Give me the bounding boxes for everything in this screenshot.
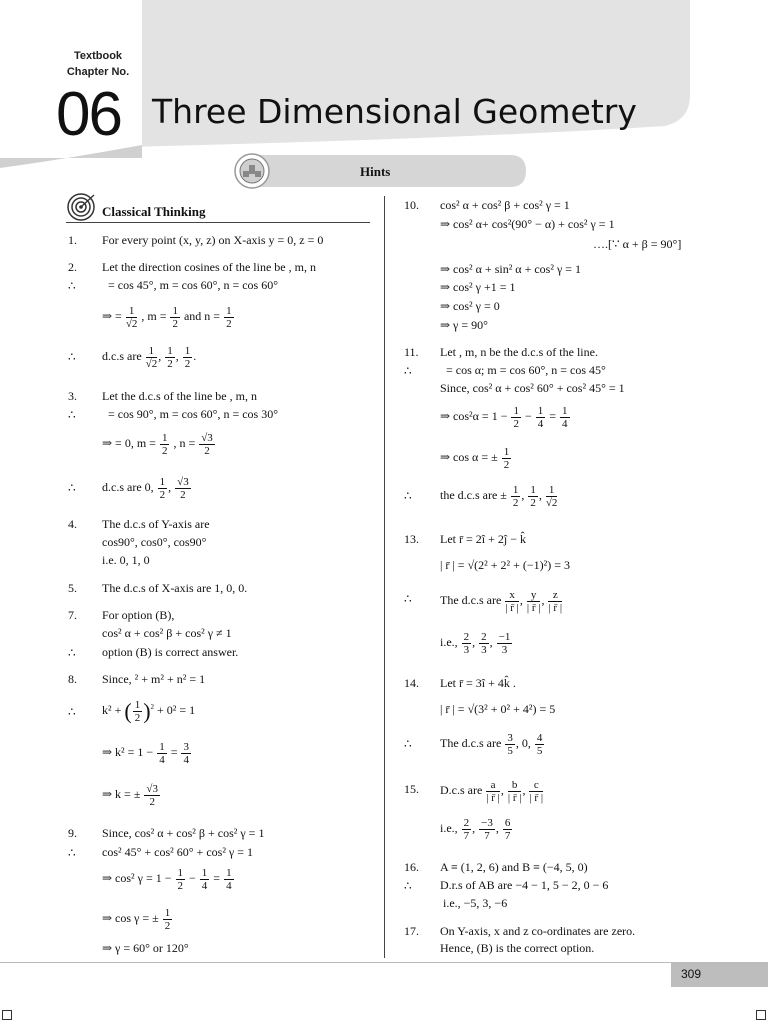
q8-text: ⇒ k = ± [102, 787, 141, 801]
q17-number: 17. [404, 924, 419, 938]
numerator: −1 [498, 630, 511, 643]
q17-line1: On Y-axis, x and z co-ordinates are zero. [440, 924, 636, 938]
fraction [505, 732, 515, 757]
q16-line1: A ≡ (1, 2, 6) and B ≡ (−4, 5, 0) [440, 860, 588, 874]
q9-line1: Since, cos² α + cos² β + cos² γ = 1 [102, 826, 265, 840]
q3-text: d.c.s are 0, [102, 480, 154, 494]
q13-line3: The d.c.s are $\frac{x}{| r̄ |}$ , $\frac{y}{| r̄ |}$ , $\frac{z}{| r̄ |}$ [440, 588, 563, 614]
fraction [462, 631, 472, 656]
q8-line4 [102, 776, 161, 812]
q3-line3 [102, 425, 216, 461]
q7-line1: For option (B), [102, 608, 175, 622]
section-heading: Classical Thinking [102, 204, 206, 219]
numerator: 1 [146, 345, 158, 358]
denominator: | r̄ | [507, 791, 522, 804]
q15-text: i.e., [440, 821, 458, 835]
q11-line2: = cos α; m = cos 60°, n = cos 45° [446, 363, 606, 377]
denominator: 2 [513, 417, 519, 430]
chapter-title: Three Dimensional Geometry [152, 92, 637, 131]
denominator: √2 [545, 496, 558, 509]
fraction [479, 631, 489, 656]
q10-line2: ⇒ cos² α+ cos²(90° − α) + cos² γ = 1 [440, 217, 615, 231]
fraction [503, 817, 513, 842]
denominator: 4 [201, 879, 208, 892]
q10-line6: ⇒ cos² γ = 0 [440, 299, 500, 313]
textbook-label: Textbook [73, 50, 123, 62]
denominator: | r̄ | [529, 791, 544, 804]
fraction [181, 741, 191, 766]
numerator: 3 [183, 740, 189, 753]
q8-text: = [170, 745, 178, 759]
numerator: z [548, 589, 562, 602]
q2-line3 [102, 298, 235, 334]
denominator: 4 [159, 753, 165, 766]
therefore-symbol: ∴ [404, 879, 412, 893]
q11-line1: Let , m, n be the d.c.s of the line. [440, 345, 598, 359]
fraction [502, 446, 512, 471]
q10-line4: ⇒ cos² α + sin² α + cos² γ = 1 [440, 262, 582, 276]
q11-line6: the d.c.s are ± $\frac{1}{2}$ , $\frac{1}{2}$ , $\frac{1}{√2}$ [440, 483, 558, 509]
q16-line2: D.r.s of AB are −4 − 1, 5 − 2, 0 − 6 [440, 878, 609, 892]
numerator: 3 [507, 731, 513, 744]
q3-line1: Let the d.c.s of the line be , m, n [102, 389, 257, 403]
q13-number: 13. [404, 532, 419, 546]
denominator: 4 [226, 879, 232, 892]
fraction [529, 779, 543, 804]
q1-line: For every point (x, y, z) on X-axis y = 0, z = 0 [102, 233, 324, 247]
fraction [133, 699, 143, 724]
q14-line3 [440, 725, 545, 761]
q7-line2: cos² α + cos² β + cos² γ ≠ 1 [102, 626, 232, 640]
q3-line2: = cos 90°, m = cos 60°, n = cos 30° [108, 407, 279, 421]
denominator: 2 [204, 444, 210, 457]
denominator: 4 [562, 417, 568, 430]
q7-line3: option (B) is correct answer. [102, 645, 239, 659]
numerator: 1 [512, 483, 519, 496]
fraction [548, 589, 562, 614]
denominator: | r̄ | [548, 601, 563, 614]
fraction [479, 817, 495, 842]
numerator: 1 [226, 304, 232, 317]
denominator: 4 [183, 753, 189, 766]
column-divider [384, 196, 385, 958]
q3-text: ⇒ = 0, m = [102, 436, 156, 450]
numerator: 1 [513, 404, 519, 417]
numerator: 2 [463, 816, 470, 829]
q4-number: 4. [68, 517, 77, 531]
q11-number: 11. [404, 345, 419, 359]
q9-line3 [102, 860, 235, 896]
q15-number: 15. [404, 782, 419, 796]
q4-line2: cos90°, cos0°, cos90° [102, 535, 207, 549]
fraction [511, 405, 521, 430]
denominator: | r̄ | [486, 791, 500, 804]
q16-line3: i.e., −5, 3, −6 [443, 896, 508, 910]
q8-number: 8. [68, 672, 77, 686]
fraction [497, 631, 513, 656]
q3-text: , n = [173, 436, 196, 450]
q2-text: ⇒ = [102, 309, 122, 323]
numerator: 1 [562, 404, 568, 417]
denominator: 4 [537, 417, 544, 430]
denominator: 5 [536, 744, 543, 757]
q8-line3 [102, 734, 192, 770]
denominator: 7 [463, 829, 470, 842]
denominator: 2 [161, 444, 168, 457]
denominator: 2 [530, 496, 536, 509]
numerator: 1 [159, 475, 166, 488]
q9-text: ⇒ cos² γ = 1 − [102, 871, 172, 885]
fraction [224, 305, 234, 330]
q15-line2: i.e., $\frac{2}{7}$ , $\frac{-3}{7}$ , $\frac{6}{7}$ [440, 816, 511, 842]
fraction [508, 779, 522, 804]
q8-text: k² + [102, 703, 122, 717]
fraction [199, 432, 215, 457]
q9-line2: cos² 45° + cos² 60° + cos² γ = 1 [102, 845, 253, 859]
numerator: 2 [481, 630, 487, 643]
denominator: 2 [134, 711, 141, 724]
numerator: 1 [184, 344, 191, 357]
q2-text: and n = [183, 309, 221, 323]
denominator: √2 [125, 317, 138, 330]
numerator: 6 [504, 816, 511, 829]
q7-number: 7. [68, 608, 77, 622]
denominator: 7 [504, 829, 511, 842]
fraction [183, 345, 193, 370]
numerator: c [529, 779, 543, 792]
section-underline [66, 222, 370, 223]
numerator: 4 [536, 731, 543, 744]
q9-text: = [213, 871, 221, 885]
numerator: 1 [530, 483, 536, 496]
numerator: 1 [159, 740, 165, 753]
therefore-symbol: ∴ [68, 481, 76, 495]
q11-line5 [440, 439, 512, 475]
numerator: 1 [503, 445, 510, 458]
fraction [160, 432, 170, 457]
fraction [126, 305, 138, 330]
q13-line1: Let r̄ = 2î + 2ĵ − k̂ [440, 532, 526, 546]
q5-number: 5. [68, 581, 77, 595]
fraction [536, 405, 546, 430]
denominator: 7 [484, 829, 490, 842]
q16-number: 16. [404, 860, 419, 874]
denominator: 2 [226, 317, 232, 330]
q11-text: = [549, 409, 557, 423]
numerator: b [508, 779, 522, 792]
hints-label: Hints [360, 164, 391, 179]
footer-rule [0, 962, 768, 963]
q4-line1: The d.c.s of Y-axis are [102, 517, 210, 531]
therefore-symbol: ∴ [68, 279, 76, 293]
fraction [527, 589, 541, 614]
q3-line4: d.c.s are 0, $\frac{1}{2}$ , $\frac{√3}{2}$ [102, 475, 189, 501]
therefore-symbol: ∴ [68, 350, 76, 364]
numerator: 1 [201, 866, 208, 879]
page-number: 309 [680, 967, 702, 981]
q9-text: − [189, 871, 196, 885]
q9-line4 [102, 900, 173, 936]
q11-text: − [524, 409, 532, 423]
fraction [146, 345, 158, 370]
q2-number: 2. [68, 260, 77, 274]
q10-line7: ⇒ γ = 90° [440, 318, 488, 332]
q13-line4: i.e., $\frac{2}{3}$ , $\frac{2}{3}$ , $\frac{-1}{3}$ [440, 630, 511, 656]
q1-number: 1. [68, 233, 77, 247]
numerator: 1 [546, 484, 558, 497]
denominator: | r̄ | [505, 601, 519, 614]
therefore-symbol: ∴ [404, 364, 412, 378]
target-icon [66, 192, 96, 222]
crop-mark [2, 1010, 12, 1020]
denominator: 2 [172, 317, 178, 330]
q8-text: + 0² = 1 [157, 703, 196, 717]
denominator: 5 [507, 744, 513, 757]
denominator: 2 [180, 488, 186, 501]
q3-number: 3. [68, 389, 77, 403]
therefore-symbol: ∴ [404, 489, 412, 503]
exponent: 2 [150, 703, 155, 711]
fraction [486, 779, 500, 804]
q10-line5: ⇒ cos² γ +1 = 1 [440, 280, 516, 294]
fraction [165, 345, 175, 370]
numerator: 1 [161, 431, 168, 444]
q11-text: ⇒ cos α = ± [440, 450, 498, 464]
therefore-symbol: ∴ [68, 646, 76, 660]
q13-text: i.e., [440, 635, 458, 649]
numerator: −3 [481, 816, 493, 829]
q2-text: , m = [141, 309, 167, 323]
q11-text: ⇒ cos²α = 1 − [440, 409, 508, 423]
numerator: √3 [201, 431, 213, 444]
q14-number: 14. [404, 676, 419, 690]
chapter-label: Chapter No. [66, 66, 130, 78]
q14-text: The d.c.s are [440, 736, 502, 750]
q13-text: The d.c.s are [440, 593, 502, 607]
q15-text: D.c.s are [440, 783, 483, 797]
numerator: 1 [134, 698, 141, 711]
q2-line1: Let the direction cosines of the line be , m, n [102, 260, 316, 274]
numerator: 1 [172, 304, 178, 317]
fraction [511, 484, 521, 509]
denominator: 3 [501, 643, 508, 656]
fraction [200, 867, 210, 892]
therefore-symbol: ∴ [404, 737, 412, 751]
numerator: 1 [537, 404, 544, 417]
therefore-symbol: ∴ [68, 705, 76, 719]
fraction [144, 783, 160, 808]
denominator: 2 [512, 496, 519, 509]
denominator: 2 [164, 919, 171, 932]
chapter-number: 06 [56, 80, 121, 149]
q11-text: the d.c.s are ± [440, 488, 507, 502]
denominator: 2 [167, 357, 173, 370]
denominator: √2 [145, 357, 158, 370]
q14-line2: | r̄ | = √(3² + 0² + 4²) = 5 [440, 702, 556, 716]
fraction [528, 484, 538, 509]
q10-number: 10. [404, 198, 419, 212]
numerator: y [527, 589, 541, 602]
q2-text: d.c.s are [102, 349, 142, 363]
fraction [546, 484, 558, 509]
q8-line1: Since, ² + m² + n² = 1 [102, 672, 206, 686]
q11-line4 [440, 398, 571, 434]
q15-line1: D.c.s are $\frac{a}{| r̄ |}$ , $\frac{b}{| r̄ |}$ , $\frac{c}{| r̄ |}$ [440, 778, 544, 804]
q14-text: , 0, [515, 736, 531, 750]
numerator: a [486, 779, 500, 792]
q2-line4: d.c.s are $\frac{1}{√2}$ , $\frac{1}{2}$ , $\frac{1}{2}$ . [102, 344, 197, 370]
denominator: 2 [159, 488, 166, 501]
numerator: 1 [167, 344, 173, 357]
therefore-symbol: ∴ [404, 592, 412, 606]
therefore-symbol: ∴ [68, 408, 76, 422]
q14-line1: Let r̄ = 3î + 4k̂ . [440, 676, 516, 690]
q10-line1: cos² α + cos² β + cos² γ = 1 [440, 198, 570, 212]
left-paren: ( [124, 698, 132, 724]
q9-text: ⇒ cos γ = ± [102, 911, 159, 925]
denominator: 2 [149, 795, 155, 808]
numerator: √3 [177, 475, 189, 488]
q10-line3: ….[∵ α + β = 90°] [593, 237, 682, 251]
fraction [505, 589, 519, 614]
therefore-symbol: ∴ [68, 846, 76, 860]
numerator: √3 [146, 782, 158, 795]
denominator: 3 [463, 643, 470, 656]
numerator: x [505, 589, 519, 602]
fraction [560, 405, 570, 430]
q5-line1: The d.c.s of X-axis are 1, 0, 0. [102, 581, 248, 595]
fraction [535, 732, 545, 757]
fraction [170, 305, 180, 330]
denominator: 2 [503, 458, 510, 471]
q9-line5: ⇒ γ = 60° or 120° [102, 941, 189, 955]
denominator: | r̄ | [526, 601, 541, 614]
q8-line2 [102, 690, 195, 730]
q13-line2: | r̄ | = √(2² + 2² + (−1)²) = 3 [440, 558, 571, 572]
q17-line2: Hence, (B) is the correct option. [440, 941, 595, 955]
fraction [175, 476, 191, 501]
crop-mark [756, 1010, 766, 1020]
q9-number: 9. [68, 826, 77, 840]
fraction [462, 817, 472, 842]
textbook-chapter-label [58, 48, 138, 80]
numerator: 1 [126, 305, 138, 318]
numerator: 1 [226, 866, 232, 879]
numerator: 1 [177, 866, 183, 879]
denominator: 3 [481, 643, 487, 656]
fraction [163, 907, 173, 932]
fraction [224, 867, 234, 892]
fraction [157, 741, 167, 766]
q4-line3: i.e. 0, 1, 0 [102, 553, 150, 567]
denominator: 2 [177, 879, 183, 892]
fraction [176, 867, 186, 892]
q2-line2: = cos 45°, m = cos 60°, n = cos 60° [108, 278, 279, 292]
numerator: 1 [164, 906, 171, 919]
right-paren: ) [143, 698, 151, 724]
numerator: 2 [463, 630, 470, 643]
q11-line3: Since, cos² α + cos² 60° + cos² 45° = 1 [440, 381, 625, 395]
fraction [158, 476, 168, 501]
q8-text: ⇒ k² = 1 − [102, 745, 154, 759]
denominator: 2 [184, 357, 191, 370]
